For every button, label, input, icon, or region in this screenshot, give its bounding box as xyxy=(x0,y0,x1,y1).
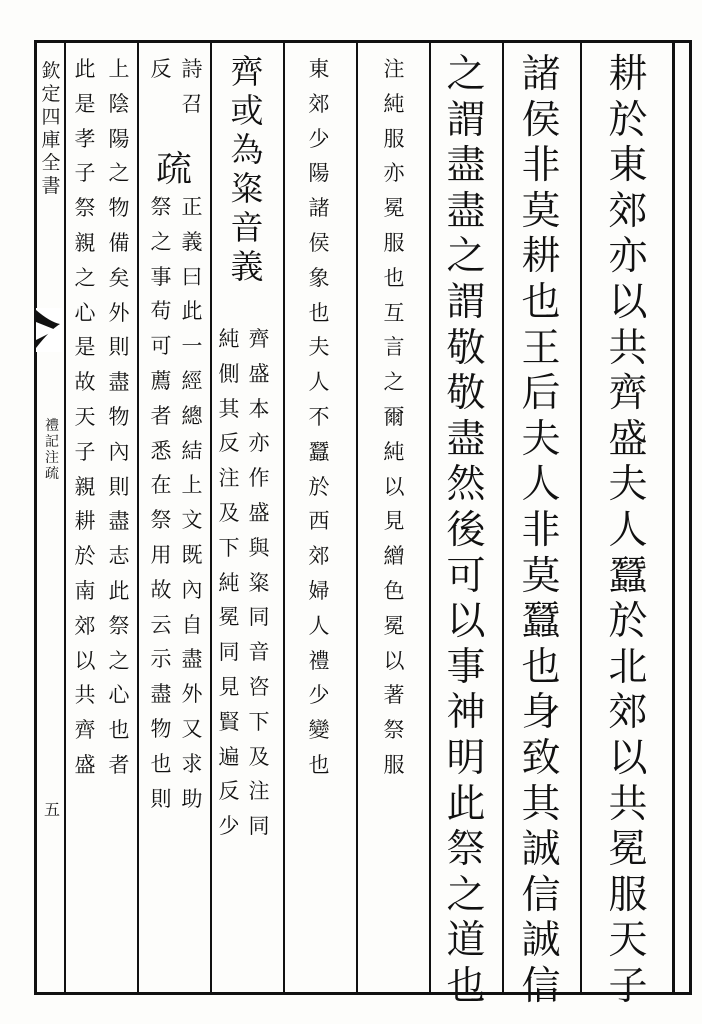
annotation-right: 齊盛本亦作盛與粢同音咨下及注同 xyxy=(248,327,270,839)
text-column-4: 注純服亦冕服也互言之爾純以見繒色冕以著祭服 xyxy=(383,57,405,777)
book-title: 欽定四庫全書 xyxy=(41,60,61,197)
commentary-column-10: 祭之事苟可薦者悉在祭用故云示盡物也則 xyxy=(150,195,172,811)
text-column-2: 諸侯非莫耕也王后夫人非莫蠶也身致其誠信誠信 xyxy=(521,52,561,1009)
column-rule xyxy=(356,40,358,995)
text-column-6 xyxy=(224,52,270,286)
column-rule xyxy=(580,40,582,995)
commentary-column-11: 上陰陽之物備矣外則盡物內則盡志此祭之心也者 xyxy=(108,57,130,777)
text-column-5: 東郊少陽諸侯象也夫人不蠶於西郊婦人禮少變也 xyxy=(308,57,330,777)
annotation-top: 詩召 xyxy=(181,57,203,116)
page-number: 五 xyxy=(44,800,61,819)
commentary-column-9: 正義曰此一經總結上文既內自盡外又求助 xyxy=(181,195,203,811)
commentary-note: 齊或為粢音義 xyxy=(230,52,264,286)
commentary-column-12: 此是孝子祭親之心是故天子親耕於南郊以共齊盛 xyxy=(74,57,96,777)
column-rule xyxy=(502,40,504,995)
margin-rule xyxy=(64,40,66,995)
page-border-inner-line xyxy=(672,40,675,995)
annotation-left: 純側其反注及下純冕同見賢遍反少 xyxy=(218,327,240,839)
column-rule xyxy=(210,40,212,995)
column-rule xyxy=(429,40,431,995)
shu-heading: 疏 xyxy=(155,149,192,190)
text-column-1: 耕於東郊亦以共齊盛夫人蠶於北郊以共冕服天子 xyxy=(608,52,648,1009)
fish-tail-ornament-icon xyxy=(36,300,62,360)
page-border xyxy=(34,40,692,995)
text-column-3: 之謂盡盡之謂敬敬盡然後可以事神明此祭之道也 xyxy=(446,52,486,1009)
column-rule xyxy=(137,40,139,995)
section-title: 禮記注疏 xyxy=(45,418,59,482)
annotation-top-b: 反 xyxy=(150,57,172,81)
column-rule xyxy=(283,40,285,995)
